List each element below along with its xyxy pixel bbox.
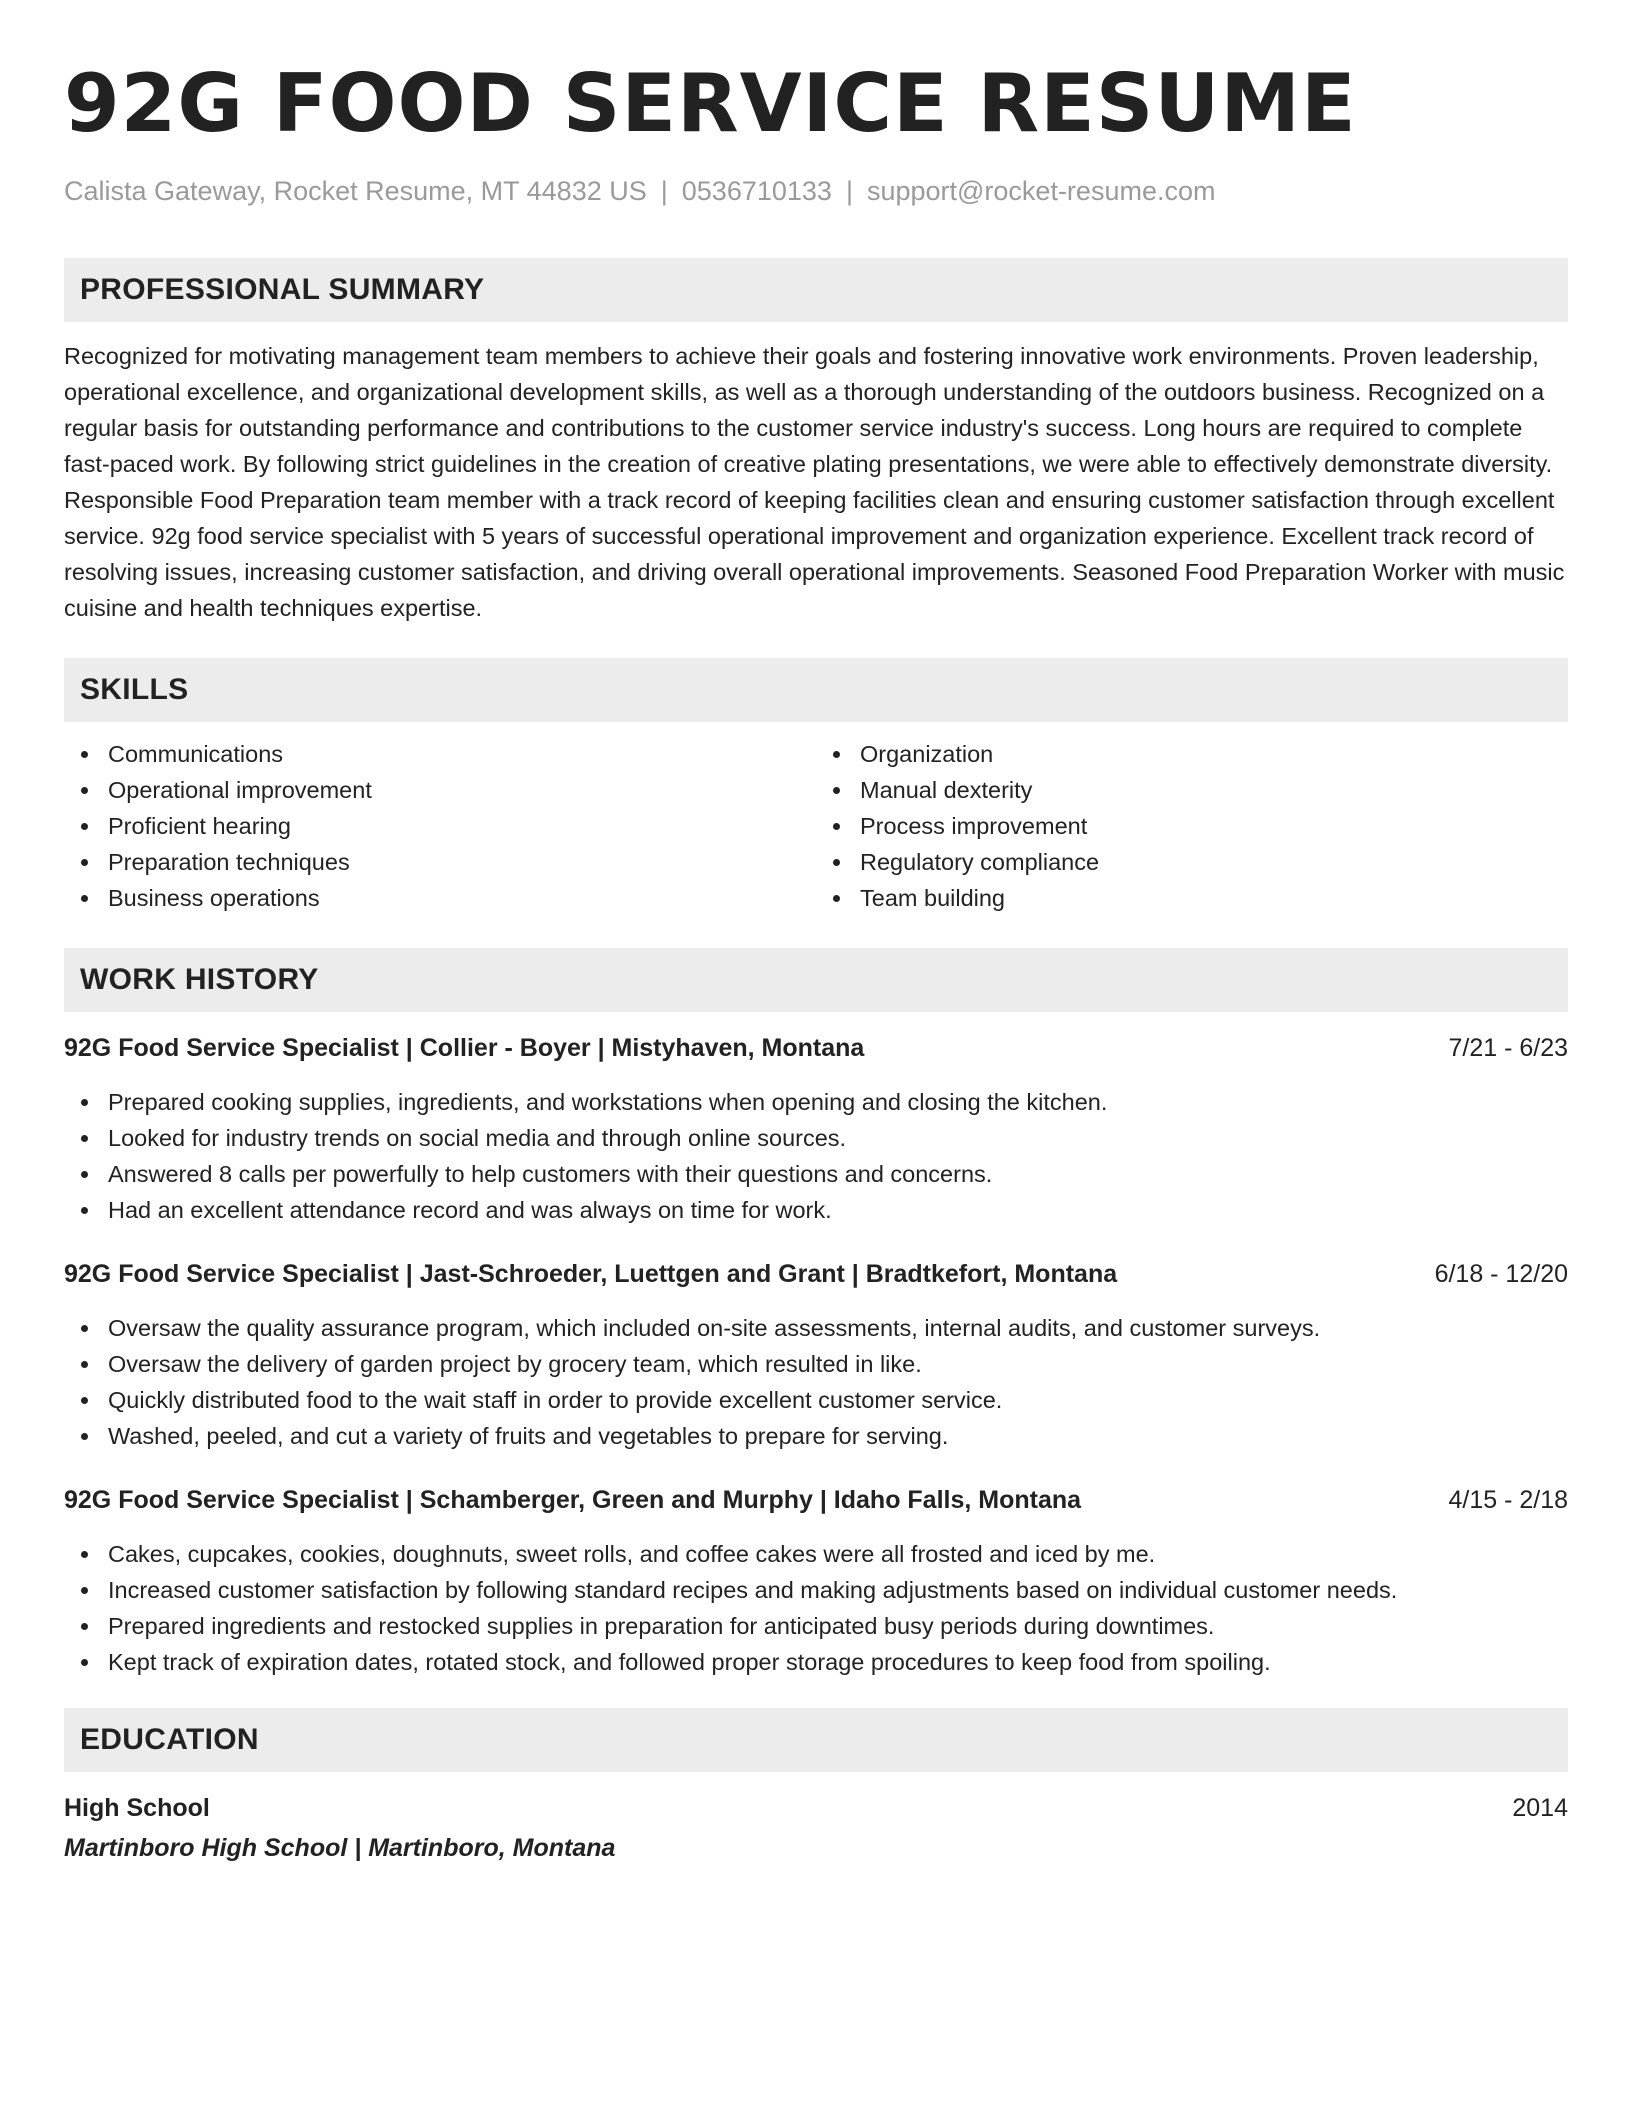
skill-item: Operational improvement [64,772,816,808]
contact-separator: | [845,176,853,206]
skill-item: Preparation techniques [64,844,816,880]
skills-column-left [64,736,816,916]
education-year: 2014 [1512,1794,1568,1822]
job-bullet: Oversaw the quality assurance program, which included on-site assessments, internal audits, and customer surveys. [64,1310,1568,1346]
contact-address: Calista Gateway, Rocket Resume, MT 44832 US [64,176,647,206]
contact-line [64,174,1568,208]
job-entry [64,1030,1568,1228]
job-bullet: Had an excellent attendance record and was always on time for work. [64,1192,1568,1228]
job-bullet: Cakes, cupcakes, cookies, doughnuts, sweet rolls, and coffee cakes were all frosted and iced by me. [64,1536,1568,1572]
job-title: 92G Food Service Specialist | Jast-Schroeder, Luettgen and Grant | Bradtkefort, Montana [64,1260,1118,1288]
skills-column-right [816,736,1568,916]
job-bullet: Oversaw the delivery of garden project by grocery team, which resulted in like. [64,1346,1568,1382]
job-bullet: Prepared ingredients and restocked supplies in preparation for anticipated busy periods during downtimes. [64,1608,1568,1644]
job-header [64,1256,1568,1292]
section-header-work-history: WORK HISTORY [64,948,1568,1012]
contact-phone: 0536710133 [681,176,832,206]
job-bullet: Looked for industry trends on social media and through online sources. [64,1120,1568,1156]
skill-item: Business operations [64,880,816,916]
job-bullet: Answered 8 calls per powerfully to help customers with their questions and concerns. [64,1156,1568,1192]
section-header-education: EDUCATION [64,1708,1568,1772]
job-bullets [64,1310,1568,1454]
job-entry [64,1482,1568,1680]
job-header [64,1482,1568,1518]
education-degree: High School [64,1794,210,1822]
resume-title: 92G FOOD SERVICE RESUME [64,57,1357,150]
skill-item: Organization [816,736,1568,772]
skills-list [64,736,1568,916]
job-bullet: Increased customer satisfaction by following standard recipes and making adjustments based on individual customer needs. [64,1572,1568,1608]
skill-item: Regulatory compliance [816,844,1568,880]
skill-item: Process improvement [816,808,1568,844]
job-bullet: Washed, peeled, and cut a variety of fruits and vegetables to prepare for serving. [64,1418,1568,1454]
job-dates: 7/21 - 6/23 [1448,1034,1568,1062]
contact-email: support@rocket-resume.com [866,176,1216,206]
skill-item: Manual dexterity [816,772,1568,808]
section-header-summary: PROFESSIONAL SUMMARY [64,258,1568,322]
skill-item: Team building [816,880,1568,916]
job-header [64,1030,1568,1066]
job-dates: 6/18 - 12/20 [1434,1260,1568,1288]
summary-text: Recognized for motivating management team members to achieve their goals and fostering innovative work environments. Proven leadership, operational excellence, and organizational development skills, as well as a thorough understanding of the outdoors business. Recognized on a regular basis for outstanding performance and contributions to the customer service industry's success. Long hours are required to complete fast-paced work. By following strict guidelines in the creation of creative plating presentations, we were able to effectively demonstrate diversity. Responsible Food Preparation team member with a track record of keeping facilities clean and ensuring customer satisfaction through excellent service. 92g food service specialist with 5 years of successful operational improvement and organization experience. Excellent track record of resolving issues, increasing customer satisfaction, and driving overall operational improvements. Seasoned Food Preparation Worker with music cuisine and health techniques expertise. [64,343,1565,621]
job-title: 92G Food Service Specialist | Schamberger, Green and Murphy | Idaho Falls, Montana [64,1486,1082,1514]
skill-item: Communications [64,736,816,772]
job-bullet: Prepared cooking supplies, ingredients, and workstations when opening and closing the kitchen. [64,1084,1568,1120]
job-bullets [64,1084,1568,1228]
job-dates: 4/15 - 2/18 [1448,1486,1568,1514]
contact-separator: | [660,176,668,206]
job-bullet: Quickly distributed food to the wait staff in order to provide excellent customer service. [64,1382,1568,1418]
skill-item: Proficient hearing [64,808,816,844]
education-school: Martinboro High School | Martinboro, Montana [64,1834,616,1862]
job-bullets [64,1536,1568,1680]
section-header-skills: SKILLS [64,658,1568,722]
job-title: 92G Food Service Specialist | Collier - Boyer | Mistyhaven, Montana [64,1034,865,1062]
education-entry [64,1790,1568,1826]
job-entry [64,1256,1568,1454]
job-bullet: Kept track of expiration dates, rotated stock, and followed proper storage procedures to keep food from spoiling. [64,1644,1568,1680]
